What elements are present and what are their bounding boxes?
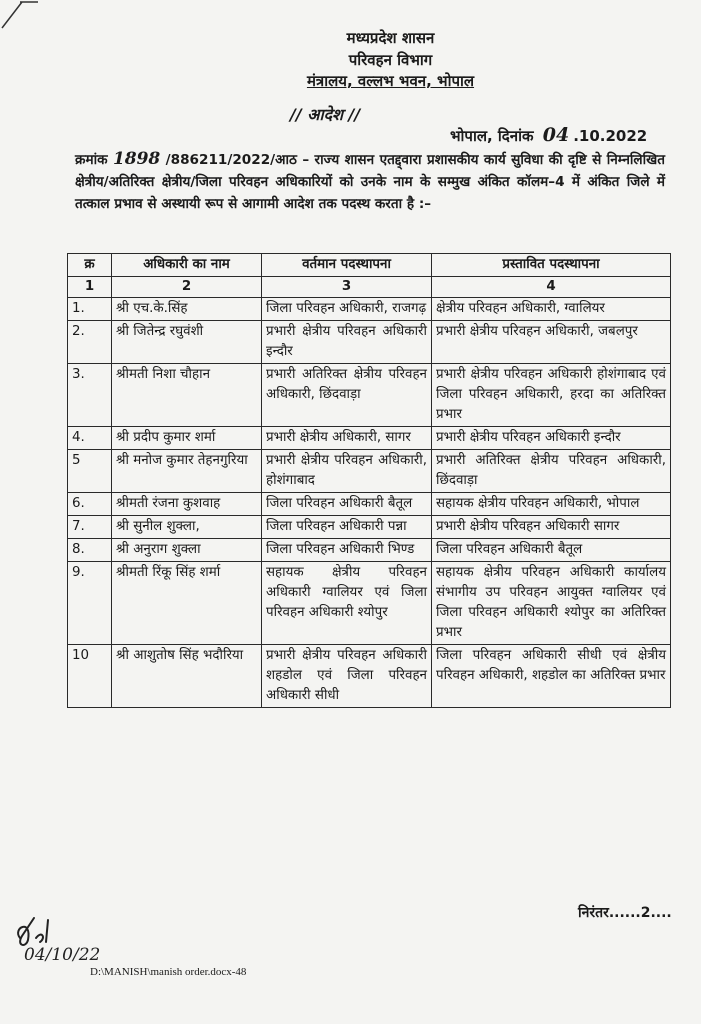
cell-proposed-posting: प्रभारी अतिरिक्त क्षेत्रीय परिवहन अधिकारी, छिंदवाड़ा: [432, 450, 671, 493]
cell-serial: 9.: [68, 562, 112, 645]
cell-officer-name: श्री आशुतोष सिंह भदौरिया: [112, 645, 262, 708]
header-address: मंत्रालय, वल्लभ भवन, भोपाल: [306, 72, 475, 90]
date-prefix: भोपाल, दिनांक: [450, 127, 534, 145]
cell-serial: 3.: [68, 364, 112, 427]
cell-proposed-posting: प्रभारी क्षेत्रीय परिवहन अधिकारी सागर: [432, 516, 671, 539]
cell-current-posting: प्रभारी क्षेत्रीय परिवहन अधिकारी इन्दौर: [262, 321, 432, 364]
date-day-handwritten: 04: [542, 124, 570, 146]
file-path-footer: D:\MANISH\manish order.docx-48: [90, 966, 247, 978]
table-row: [68, 298, 671, 321]
cell-current-posting: जिला परिवहन अधिकारी बैतूल: [262, 493, 432, 516]
cell-officer-name: श्री अनुराग शुक्ला: [112, 539, 262, 562]
header-serial: क्र: [68, 254, 112, 277]
cell-officer-name: श्रीमती रंजना कुशवाह: [112, 493, 262, 516]
order-paragraph-text: /886211/2022/आठ – राज्य शासन एतद्द्वारा प्रशासकीय कार्य सुविधा की दृष्टि से निम्नलिखित क्षेत्रीय/अतिरिक्त क्षेत्रीय/जिला परिवहन अधिकारियों को उनके नाम के सम्मुख अंकित कॉलम–4 में अंकित जिले में तत्काल प्रभाव से अस्थायी रूप से आगामी आदेश तक पदस्थ करता है :–: [75, 152, 666, 212]
column-number: 4: [432, 277, 671, 298]
order-paragraph: [75, 148, 665, 215]
order-number-handwritten: 1898: [112, 149, 161, 169]
postings-table: [67, 253, 671, 708]
cell-serial: 7.: [68, 516, 112, 539]
table-row: [68, 539, 671, 562]
cell-officer-name: श्री सुनील शुक्ला,: [112, 516, 262, 539]
table-header-row: [68, 254, 671, 277]
order-number-prefix: क्रमांक: [75, 152, 108, 168]
cell-officer-name: श्री जितेन्द्र रघुवंशी: [112, 321, 262, 364]
table-row: [68, 450, 671, 493]
cell-proposed-posting: सहायक क्षेत्रीय परिवहन अधिकारी, भोपाल: [432, 493, 671, 516]
cell-current-posting: प्रभारी क्षेत्रीय परिवहन अधिकारी, होशंगाबाद: [262, 450, 432, 493]
header-current-posting: वर्तमान पदस्थापना: [262, 254, 432, 277]
cell-officer-name: श्रीमती निशा चौहान: [112, 364, 262, 427]
signature-date: 04/10/22: [24, 945, 101, 963]
table-row: [68, 516, 671, 539]
cell-serial: 1.: [68, 298, 112, 321]
date-suffix: .10.2022: [573, 127, 648, 145]
cell-serial: 5: [68, 450, 112, 493]
order-title: // आदेश //: [290, 105, 361, 124]
cell-current-posting: जिला परिवहन अधिकारी पन्ना: [262, 516, 432, 539]
column-number-row: [68, 277, 671, 298]
cell-serial: 6.: [68, 493, 112, 516]
order-date: [450, 124, 647, 146]
cell-officer-name: श्रीमती रिंकू सिंह शर्मा: [112, 562, 262, 645]
cell-serial: 2.: [68, 321, 112, 364]
cell-current-posting: जिला परिवहन अधिकारी भिण्ड: [262, 539, 432, 562]
cell-proposed-posting: प्रभारी क्षेत्रीय परिवहन अधिकारी इन्दौर: [432, 427, 671, 450]
column-number: 1: [68, 277, 112, 298]
cell-proposed-posting: क्षेत्रीय परिवहन अधिकारी, ग्वालियर: [432, 298, 671, 321]
cell-officer-name: श्री एच.के.सिंह: [112, 298, 262, 321]
continued-marker: निरंतर......2....: [578, 905, 672, 921]
header-department: परिवहन विभाग: [348, 51, 433, 69]
cell-current-posting: जिला परिवहन अधिकारी, राजगढ़: [262, 298, 432, 321]
table-row: [68, 427, 671, 450]
cell-current-posting: प्रभारी अतिरिक्त क्षेत्रीय परिवहन अधिकारी, छिंदवाड़ा: [262, 364, 432, 427]
header-proposed-posting: प्रस्तावित पदस्थापना: [432, 254, 671, 277]
cell-officer-name: श्री मनोज कुमार तेहनगुरिया: [112, 450, 262, 493]
table-row: [68, 493, 671, 516]
column-number: 2: [112, 277, 262, 298]
table-row: [68, 645, 671, 708]
table-row: [68, 321, 671, 364]
cell-proposed-posting: सहायक क्षेत्रीय परिवहन अधिकारी कार्यालय संभागीय उप परिवहन आयुक्त ग्वालियर एवं जिला परिवहन अधिकारी श्योपुर का अतिरिक्त प्रभार: [432, 562, 671, 645]
cell-serial: 10: [68, 645, 112, 708]
header-government: मध्यप्रदेश शासन: [346, 29, 435, 47]
header-officer-name: अधिकारी का नाम: [112, 254, 262, 277]
column-number: 3: [262, 277, 432, 298]
corner-pen-mark-icon: [0, 0, 40, 30]
cell-current-posting: प्रभारी क्षेत्रीय अधिकारी, सागर: [262, 427, 432, 450]
cell-current-posting: प्रभारी क्षेत्रीय परिवहन अधिकारी शहडोल एवं जिला परिवहन अधिकारी सीधी: [262, 645, 432, 708]
cell-proposed-posting: प्रभारी क्षेत्रीय परिवहन अधिकारी होशंगाबाद एवं जिला परिवहन अधिकारी, हरदा का अतिरिक्त प्रभार: [432, 364, 671, 427]
cell-proposed-posting: जिला परिवहन अधिकारी बैतूल: [432, 539, 671, 562]
cell-current-posting: सहायक क्षेत्रीय परिवहन अधिकारी ग्वालियर एवं जिला परिवहन अधिकारी श्योपुर: [262, 562, 432, 645]
cell-proposed-posting: प्रभारी क्षेत्रीय परिवहन अधिकारी, जबलपुर: [432, 321, 671, 364]
cell-serial: 8.: [68, 539, 112, 562]
cell-serial: 4.: [68, 427, 112, 450]
handwritten-signature: [2, 908, 132, 963]
table-row: [68, 562, 671, 645]
table-row: [68, 364, 671, 427]
cell-proposed-posting: जिला परिवहन अधिकारी सीधी एवं क्षेत्रीय परिवहन अधिकारी, शहडोल का अतिरिक्त प्रभार: [432, 645, 671, 708]
cell-officer-name: श्री प्रदीप कुमार शर्मा: [112, 427, 262, 450]
